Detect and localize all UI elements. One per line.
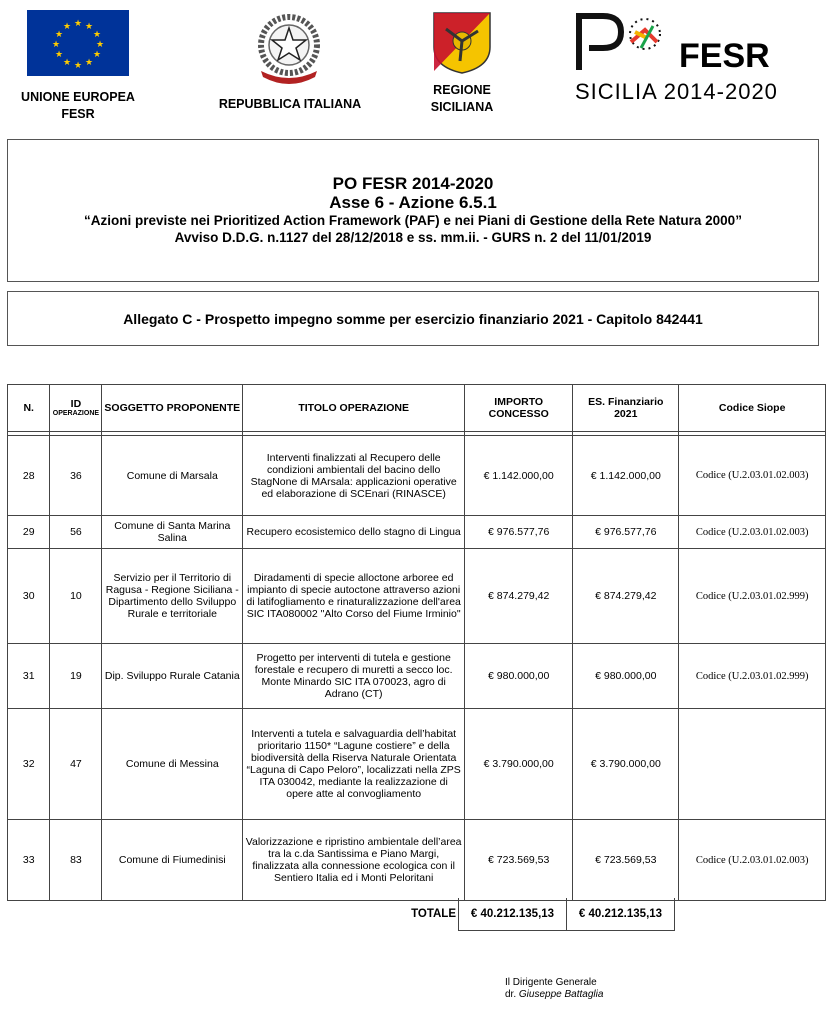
header-description: “Azioni previste nei Prioritized Action Framework (PAF) e nei Piani di Gestione della Rete Natura 2000” [84,213,742,228]
total-es: € 40.212.135,13 [567,898,675,931]
svg-text:★: ★ [62,58,72,68]
caption-line: UNIONE EUROPEA [21,90,135,104]
logo-italy-caption [205,96,375,113]
col-header-es: ES. Finanziario 2021 [573,385,679,432]
cell-siope: Codice (U.2.03.01.02.003) [679,820,826,901]
svg-text:★: ★ [92,50,102,60]
cell-id: 83 [50,820,102,901]
cell-soggetto: Comune di Messina [102,709,243,820]
signature-block [505,977,603,1001]
cell-importo: € 3.790.000,00 [465,709,573,820]
cell-titolo: Interventi a tutela e salvaguardia dell’habitat prioritario 1150* “Lagune costiere” e della biodiversità della Riserva Naturale Orientata “Laguna di Capo Peloro”, localizzati nella ZPS ITA 030042, mediante la realizzazione di opere atte al convogliamento [243,709,465,820]
table-row [8,516,826,549]
cell-n: 31 [8,644,50,709]
italian-republic-emblem-icon [253,11,325,85]
svg-text:★: ★ [84,22,94,32]
signature-title: Il Dirigente Generale [505,977,597,988]
cell-importo: € 1.142.000,00 [465,436,573,516]
allegato-title: Allegato C - Prospetto impegno somme per esercizio finanziario 2021 - Capitolo 842441 [123,311,703,327]
cell-es: € 980.000,00 [573,644,679,709]
cell-n: 28 [8,436,50,516]
cell-es: € 976.577,76 [573,516,679,549]
col-header-id-bottom: OPERAZIONE [52,410,100,417]
cell-soggetto: Comune di Marsala [102,436,243,516]
logo-eu-caption [10,89,146,123]
col-header-soggetto: SOGGETTO PROPONENTE [102,385,243,432]
cell-id: 56 [50,516,102,549]
caption-line: REPUBBLICA ITALIANA [218,97,362,111]
signature-line [505,989,603,1001]
svg-text:★: ★ [62,22,72,32]
cell-titolo: Interventi finalizzati al Recupero delle condizioni ambientali del bacino dello StagNone di MArsala: applicazioni operative ed elaborazione di SCEnari (RINASCE) [243,436,465,516]
svg-text:★: ★ [73,19,83,29]
cell-siope: Codice (U.2.03.01.02.999) [679,644,826,709]
table-row [8,644,826,709]
cell-titolo: Valorizzazione e ripristino ambientale dell’area tra la c.da Santissima e Piano Margi, finalizzata alla connessione ecologica con il Sentiero Italia ed i Monti Peloritani [243,820,465,901]
caption-line: SICILIANA [430,100,494,114]
cell-importo: € 980.000,00 [465,644,573,709]
svg-text:★: ★ [51,40,61,50]
cell-siope [679,709,826,820]
cell-es: € 1.142.000,00 [573,436,679,516]
cell-n: 32 [8,709,50,820]
cell-id: 10 [50,549,102,644]
cell-n: 33 [8,820,50,901]
col-header-importo: IMPORTO CONCESSO [465,385,573,432]
cell-id: 19 [50,644,102,709]
cell-siope: Codice (U.2.03.01.02.003) [679,436,826,516]
sicilian-region-emblem-icon [432,11,492,75]
signature-prefix: dr. [505,989,517,1000]
cell-importo: € 723.569,53 [465,820,573,901]
totals-table [398,898,675,931]
svg-text:★: ★ [92,30,102,40]
header-program: PO FESR 2014-2020 [332,174,494,193]
cell-n: 30 [8,549,50,644]
svg-text:★: ★ [95,40,105,50]
operations-table [7,384,826,901]
cell-es: € 723.569,53 [573,820,679,901]
logo-sicily [432,11,492,75]
logo-eu [27,10,129,76]
table-row [8,820,826,901]
logo-italy [253,11,325,85]
cell-n: 29 [8,516,50,549]
cell-soggetto: Dip. Sviluppo Rurale Catania [102,644,243,709]
cell-es: € 3.790.000,00 [573,709,679,820]
cell-importo: € 874.279,42 [465,549,573,644]
cell-soggetto: Comune di Santa Marina Salina [102,516,243,549]
cell-es: € 874.279,42 [573,549,679,644]
logo-sicily-caption [405,82,519,116]
cell-titolo: Recupero ecosistemico dello stagno di Lingua [243,516,465,549]
svg-text:★: ★ [73,61,83,71]
table-row [8,549,826,644]
table-row [8,436,826,516]
cell-importo: € 976.577,76 [465,516,573,549]
total-label: TOTALE [411,908,456,921]
po-fesr-brand: FESR [679,37,770,75]
caption-line: FESR [61,107,95,121]
header-box [7,139,819,282]
cell-soggetto: Comune di Fiumedinisi [102,820,243,901]
logo-po-fesr [575,12,795,107]
table-header-row [8,385,826,432]
col-header-n: N. [8,385,50,432]
cell-id: 36 [50,436,102,516]
col-header-siope: Codice Siope [679,385,826,432]
eu-flag-icon [27,10,129,76]
po-fesr-subtitle: SICILIA 2014-2020 [575,79,778,104]
po-fesr-logo-icon [575,12,675,72]
svg-text:★: ★ [84,58,94,68]
cell-id: 47 [50,709,102,820]
header-notice: Avviso D.D.G. n.1127 del 28/12/2018 e ss. mm.ii. - GURS n. 2 del 11/01/2019 [174,230,652,245]
col-header-titolo: TITOLO OPERAZIONE [243,385,465,432]
cell-siope: Codice (U.2.03.01.02.999) [679,549,826,644]
signature-name: Giuseppe Battaglia [518,989,604,1000]
cell-soggetto: Servizio per il Territorio di Ragusa - Regione Siciliana - Dipartimento dello Sviluppo Rurale e territoriale [102,549,243,644]
totals-row [398,898,675,931]
header-axis: Asse 6 - Azione 6.5.1 [329,193,497,212]
allegato-box [7,291,819,346]
svg-text:★: ★ [54,50,64,60]
total-importo: € 40.212.135,13 [459,898,567,931]
table-row [8,709,826,820]
col-header-id-top: ID [70,398,82,410]
svg-text:★: ★ [54,30,64,40]
cell-siope: Codice (U.2.03.01.02.003) [679,516,826,549]
col-header-id [50,385,102,432]
caption-line: REGIONE [433,83,491,97]
cell-titolo: Diradamenti di specie alloctone arboree ed impianto di specie autoctone attraverso azioni di latifogliamento e rinaturalizzazione dell'area SIC ITA080002 "Alto Corso del Fiume Irminio" [243,549,465,644]
cell-titolo: Progetto per interventi di tutela e gestione forestale e recupero di muretti a secco loc. Monte Minardo SIC ITA 070023, agro di Adrano (CT) [243,644,465,709]
